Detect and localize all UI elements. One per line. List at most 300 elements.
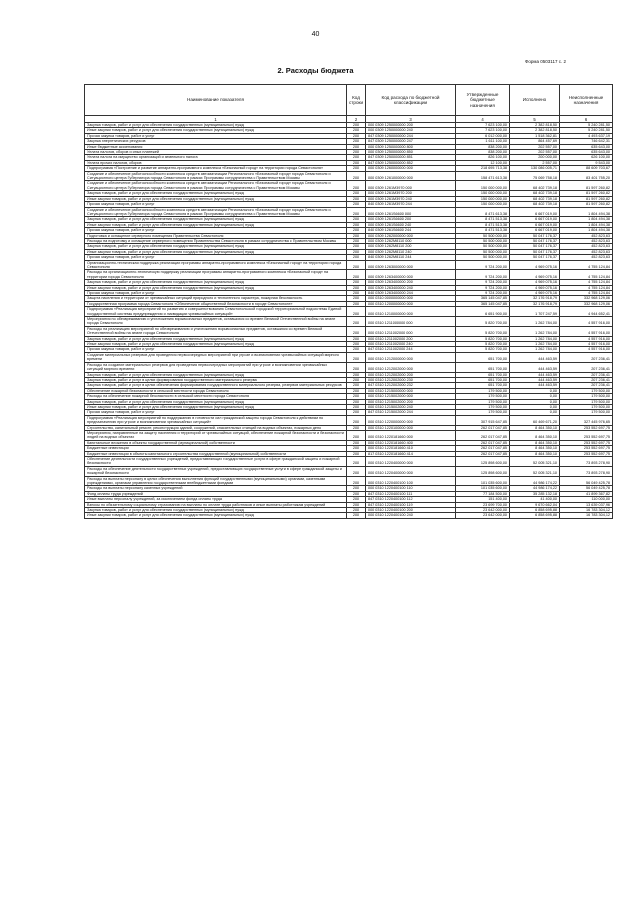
- row-line-code: 200: [347, 446, 366, 451]
- row-unexecuted: 253 552 697,75: [560, 440, 613, 445]
- row-unexecuted: 4 755 124,84: [560, 260, 613, 270]
- row-classification-code: 817 0310 1220181660 414: [366, 451, 456, 456]
- row-executed: 50 047 176,37: [510, 244, 560, 249]
- row-approved: 179 500,00: [456, 399, 510, 404]
- row-executed: 50 047 176,37: [510, 249, 560, 254]
- row-executed: 202 557,00: [510, 144, 560, 149]
- row-unexecuted: 73 893 278,90: [560, 457, 613, 467]
- row-classification-code: 000 0309 1250000000 850: [366, 150, 456, 155]
- row-name: Расходы на выплаты персоналу казенных учреждений: [85, 486, 347, 491]
- table-row: [85, 430, 613, 440]
- row-classification-code: 000 0309 1261М3970 200: [366, 191, 456, 196]
- row-executed: 444 463,59: [510, 372, 560, 377]
- row-approved: 6 651 900,00: [456, 307, 510, 317]
- row-unexecuted: 1 804 494,38: [560, 228, 613, 233]
- row-approved: 838 200,00: [456, 150, 510, 155]
- row-classification-code: 000 0310 1220400100 240: [366, 513, 456, 518]
- row-executed: 50 047 176,37: [510, 255, 560, 260]
- row-executed: 44 986 174,22: [510, 476, 560, 486]
- table-row: [85, 476, 613, 486]
- row-approved: 5 820 700,00: [456, 326, 510, 336]
- row-line-code: 200: [347, 440, 366, 445]
- row-line-code: 200: [347, 280, 366, 285]
- row-executed: 32 176 918,79: [510, 301, 560, 306]
- row-name: Бюджетные инвестиции в объекты капитального строительства государственной (муниципальной) собственности: [85, 451, 347, 456]
- row-approved: 101 035 600,00: [456, 476, 510, 486]
- row-name: Закупка товаров, работ и услуг для обеспечения государственных (муниципальных) нужд: [85, 336, 347, 341]
- row-unexecuted: 41 899 367,82: [560, 491, 613, 496]
- row-executed: 1 262 784,00: [510, 347, 560, 352]
- row-line-code: 200: [347, 181, 366, 191]
- row-executed: 9 670 662,04: [510, 502, 560, 507]
- row-approved: 50 500 000,00: [456, 255, 510, 260]
- table-row: [85, 207, 613, 217]
- row-classification-code: 847 0310 1220400100 119: [366, 502, 456, 507]
- row-line-code: 200: [347, 128, 366, 133]
- row-name: Иные закупки товаров, работ и услуг для обеспечения государственных (муниципальных) нужд: [85, 285, 347, 290]
- row-classification-code: 000 0309 1261S6600 000: [366, 207, 456, 217]
- row-name: Создание и обеспечение работоспособности комплекса средств автоматизации Регионального «Безопасный город» города Севастополя и Ситуационного центра Губернатора города Севастополя в рамках Программы сотрудничества с Правительством Москвы: [85, 207, 347, 217]
- row-executed: 6 667 019,00: [510, 217, 560, 222]
- header-classification-code: Код расхода по бюджетной классификации: [366, 85, 456, 116]
- row-name: Прочая закупка товаров, работ и услуг: [85, 133, 347, 138]
- row-line-code: 200: [347, 430, 366, 440]
- row-line-code: 200: [347, 160, 366, 165]
- row-unexecuted: 81 597 260,82: [560, 202, 613, 207]
- row-line-code: 200: [347, 191, 366, 196]
- row-name: Прочая закупка товаров, работ и услуг: [85, 202, 347, 207]
- row-executed: 35 285 132,18: [510, 491, 560, 496]
- row-name: Закупка товаров, работ и услуг для обеспечения государственных (муниципальных) нужд: [85, 508, 347, 513]
- row-unexecuted: 253 552 697,75: [560, 430, 613, 440]
- row-unexecuted: 1 804 494,38: [560, 207, 613, 217]
- row-executed: 6 667 019,00: [510, 222, 560, 227]
- row-line-code: 200: [347, 196, 366, 201]
- row-unexecuted: 4 755 124,84: [560, 280, 613, 285]
- row-classification-code: 000 0310 1211002000 200: [366, 336, 456, 341]
- row-executed: 0,00: [510, 404, 560, 409]
- row-approved: 150 000 000,00: [456, 191, 510, 196]
- row-approved: 23 642 000,00: [456, 508, 510, 513]
- row-classification-code: 000 0309 1262М8110 000: [366, 238, 456, 243]
- row-line-code: 200: [347, 255, 366, 260]
- row-line-code: 200: [347, 166, 366, 171]
- row-classification-code: 000 0309 1263000000 000: [366, 260, 456, 270]
- row-unexecuted: 207 236,41: [560, 372, 613, 377]
- row-approved: 365 145 047,85: [456, 301, 510, 306]
- header-approved: Утвержденные бюджетные назначения: [456, 85, 510, 116]
- row-executed: 0,00: [510, 388, 560, 393]
- row-unexecuted: 4 493 637,19: [560, 133, 613, 138]
- row-classification-code: 000 0309 1263400000 000: [366, 270, 456, 280]
- row-line-code: 200: [347, 260, 366, 270]
- table-row: [85, 415, 613, 425]
- row-unexecuted: 1 804 494,38: [560, 217, 613, 222]
- table-row: [85, 307, 613, 317]
- row-name: Иные закупки товаров, работ и услуг для обеспечения государственных (муниципальных) нужд: [85, 222, 347, 227]
- table-row: [85, 513, 613, 518]
- row-approved: 179 500,00: [456, 410, 510, 415]
- row-unexecuted: 81 597 260,82: [560, 181, 613, 191]
- row-classification-code: 000 0310 1220181660 410: [366, 446, 456, 451]
- row-executed: 4 969 075,16: [510, 280, 560, 285]
- row-classification-code: 000 0309 1262000000 000: [366, 233, 456, 238]
- row-classification-code: 000 0310 1211002000 240: [366, 342, 456, 347]
- row-approved: 77 184 500,00: [456, 491, 510, 496]
- row-line-code: 200: [347, 285, 366, 290]
- column-number: 1: [85, 116, 347, 123]
- row-name: Иные закупки товаров, работ и услуг для обеспечения государственных (муниципальных) нужд: [85, 249, 347, 254]
- row-approved: 262 017 047,85: [456, 425, 510, 430]
- table-row: [85, 270, 613, 280]
- row-classification-code: 000 0309 1263400000 200: [366, 280, 456, 285]
- row-approved: 6 012 000,00: [456, 133, 510, 138]
- row-name: Уплата прочих налогов, сборов: [85, 160, 347, 165]
- row-classification-code: 000 0309 1261М3970 000: [366, 181, 456, 191]
- row-unexecuted: 4 557 916,00: [560, 336, 613, 341]
- row-approved: 262 017 047,85: [456, 451, 510, 456]
- row-approved: 651 700,00: [456, 372, 510, 377]
- row-executed: 1 262 784,00: [510, 317, 560, 327]
- row-approved: 262 017 047,85: [456, 440, 510, 445]
- row-unexecuted: 207 236,41: [560, 362, 613, 372]
- row-classification-code: 000 0309 1260000000 000: [366, 166, 456, 171]
- row-unexecuted: 207 236,41: [560, 352, 613, 362]
- row-approved: 9 724 200,00: [456, 280, 510, 285]
- row-approved: 9 724 200,00: [456, 291, 510, 296]
- row-unexecuted: 179 500,00: [560, 404, 613, 409]
- row-approved: 9 724 200,00: [456, 285, 510, 290]
- row-approved: 8 471 513,38: [456, 228, 510, 233]
- row-executed: 444 463,59: [510, 362, 560, 372]
- row-classification-code: 000 0310 1210000000 000: [366, 307, 456, 317]
- row-executed: 2 382 818,50: [510, 128, 560, 133]
- row-approved: 50 500 000,00: [456, 244, 510, 249]
- row-line-code: 200: [347, 249, 366, 254]
- row-line-code: 200: [347, 508, 366, 513]
- row-name: Уплата налога на имущество организаций и земельного налога: [85, 155, 347, 160]
- row-executed: 6 858 695,88: [510, 513, 560, 518]
- row-classification-code: 840 0309 1261S6600 244: [366, 228, 456, 233]
- row-line-code: 200: [347, 207, 366, 217]
- row-executed: 1 518 362,81: [510, 133, 560, 138]
- row-classification-code: 847 0309 1250000000 851: [366, 155, 456, 160]
- row-classification-code: 000 0310 1220400000 000: [366, 457, 456, 467]
- row-name: Иные бюджетные ассигнования: [85, 144, 347, 149]
- row-unexecuted: 16 783 304,12: [560, 513, 613, 518]
- table-body: [85, 123, 613, 519]
- row-name: Расходы на обеспечение деятельности государственных учреждений, предоставляющих государственные услуги в сфере гражданской защиты и пожарной безопасности: [85, 466, 347, 476]
- row-executed: 4 969 075,16: [510, 291, 560, 296]
- row-name: Бюджетные инвестиции: [85, 446, 347, 451]
- page-number: 40: [311, 31, 320, 38]
- row-approved: 218 695 713,38: [456, 166, 510, 171]
- row-name: Закупка товаров, работ и услуг для обеспечения государственных (муниципальных) нужд: [85, 280, 347, 285]
- row-executed: 4 969 075,16: [510, 285, 560, 290]
- row-line-code: 200: [347, 270, 366, 280]
- row-executed: 8 464 350,10: [510, 425, 560, 430]
- row-executed: 8 464 350,10: [510, 440, 560, 445]
- row-line-code: 200: [347, 399, 366, 404]
- row-approved: 50 500 000,00: [456, 238, 510, 243]
- row-line-code: 200: [347, 404, 366, 409]
- row-approved: 179 500,00: [456, 394, 510, 399]
- table-row: [85, 171, 613, 181]
- row-approved: 12 100,00: [456, 160, 510, 165]
- row-line-code: 200: [347, 123, 366, 128]
- form-reference: Форма 0503117 с. 2: [525, 59, 566, 64]
- row-name: Прочая закупка товаров, работ и услуг: [85, 291, 347, 296]
- row-unexecuted: 452 823,63: [560, 238, 613, 243]
- row-line-code: 200: [347, 222, 366, 227]
- row-unexecuted: 207 236,41: [560, 377, 613, 382]
- row-classification-code: 847 0309 1250000000 244: [366, 133, 456, 138]
- table-row: [85, 466, 613, 476]
- row-name: Закупка товаров, работ и услуг для обеспечения государственных (муниципальных) нужд: [85, 372, 347, 377]
- row-executed: 0,00: [510, 394, 560, 399]
- row-unexecuted: 332 968 129,06: [560, 296, 613, 301]
- row-executed: 52 005 321,10: [510, 457, 560, 467]
- row-executed: 60 469 671,20: [510, 415, 560, 425]
- row-executed: 1 262 784,00: [510, 336, 560, 341]
- row-name: Закупка товаров, работ и услуг в целях обеспечения формирования государственного материального резерва, резервов материальных ресурсов: [85, 383, 347, 388]
- row-unexecuted: 332 968 129,06: [560, 301, 613, 306]
- row-name: Прочая закупка товаров, работ и услуг: [85, 228, 347, 233]
- row-unexecuted: 4 557 916,00: [560, 317, 613, 327]
- column-number: 6: [560, 116, 613, 123]
- row-approved: 50 500 000,00: [456, 233, 510, 238]
- row-approved: 365 145 047,85: [456, 296, 510, 301]
- table-row: [85, 317, 613, 327]
- row-approved: 5 820 700,00: [456, 347, 510, 352]
- column-numbers-row: [85, 116, 613, 123]
- row-executed: 6 667 019,00: [510, 228, 560, 233]
- row-executed: 864 457,69: [510, 139, 560, 144]
- row-classification-code: 000 0310 1211002000 000: [366, 326, 456, 336]
- row-classification-code: 847 0310 1212002000 232: [366, 383, 456, 388]
- row-classification-code: 000 0309 1261М3970 240: [366, 196, 456, 201]
- row-classification-code: 000 0310 1215002000 000: [366, 394, 456, 399]
- row-line-code: 200: [347, 362, 366, 372]
- row-executed: 2 557,00: [510, 160, 560, 165]
- column-number: 4: [456, 116, 510, 123]
- row-executed: 68 402 739,18: [510, 202, 560, 207]
- row-name: Расходы на реализацию мероприятий по обезвреживанию и уничтожению взрывоопасных предметов, оставшихся со времен Великой Отечественной войны на земле города Севастополя: [85, 326, 347, 336]
- row-unexecuted: 4 557 916,00: [560, 326, 613, 336]
- row-unexecuted: 5 240 281,50: [560, 123, 613, 128]
- row-name: Закупка товаров, работ и услуг в целях формирования государственного материального резерва: [85, 377, 347, 382]
- row-approved: 150 000 000,00: [456, 181, 510, 191]
- row-line-code: 200: [347, 233, 366, 238]
- row-name: Иные закупки товаров, работ и услуг для обеспечения государственных (муниципальных) нужд: [85, 404, 347, 409]
- table-row: [85, 181, 613, 191]
- row-approved: 151 400,00: [456, 497, 510, 502]
- row-approved: 158 471 613,38: [456, 171, 510, 181]
- row-classification-code: 000 0309 1250000000 240: [366, 128, 456, 133]
- row-classification-code: 000 0310 1220000000 000: [366, 415, 456, 425]
- row-approved: 150 000 000,00: [456, 202, 510, 207]
- row-name: Расходы на организационно-техническую поддержку реализации программы аппаратно-программного комплекса «Безопасный город» на территории города Севастополя: [85, 270, 347, 280]
- table-row: [85, 457, 613, 467]
- row-name: Создание и обеспечение работоспособности комплекса средств автоматизации Регионального «Безопасный город» города Севастополя и Ситуационного центра Губернатора города Севастополя в рамках Программы сотрудничества с Правительством Москвы: [85, 171, 347, 181]
- row-classification-code: 000 0309 1261S6600 200: [366, 217, 456, 222]
- row-line-code: 200: [347, 497, 366, 502]
- row-line-code: 200: [347, 425, 366, 430]
- column-number: 3: [366, 116, 456, 123]
- row-line-code: 200: [347, 144, 366, 149]
- row-classification-code: 000 0310 1215000000 000: [366, 388, 456, 393]
- row-name: Защита населения и территории от чрезвычайных ситуаций природного и техногенного характера, пожарная безопасность: [85, 296, 347, 301]
- row-approved: 179 500,00: [456, 388, 510, 393]
- row-approved: 50 500 000,00: [456, 249, 510, 254]
- row-executed: 1 262 784,00: [510, 342, 560, 347]
- row-approved: 7 623 100,00: [456, 123, 510, 128]
- row-unexecuted: 56 049 425,78: [560, 476, 613, 486]
- row-unexecuted: 88 609 703,67: [560, 166, 613, 171]
- row-line-code: 200: [347, 394, 366, 399]
- row-name: Закупка товаров, работ и услуг для обеспечения государственных (муниципальных) нужд: [85, 217, 347, 222]
- row-name: Фонд оплаты труда учреждений: [85, 491, 347, 496]
- row-unexecuted: 452 823,63: [560, 244, 613, 249]
- row-line-code: 200: [347, 352, 366, 362]
- row-approved: 23 699 700,00: [456, 502, 510, 507]
- row-unexecuted: 179 500,00: [560, 410, 613, 415]
- row-line-code: 200: [347, 139, 366, 144]
- row-line-code: 200: [347, 326, 366, 336]
- row-classification-code: 000 0309 1263400000 240: [366, 285, 456, 290]
- row-approved: 838 200,00: [456, 144, 510, 149]
- table-row: [85, 260, 613, 270]
- row-name: Подпрограмма «Реализация мероприятий по поддержанию в готовности сил гражданской защиты города Севастополя к действиям по предназначению при угрозе и возникновении чрезвычайных ситуаций»: [85, 415, 347, 425]
- row-executed: 41 400,00: [510, 497, 560, 502]
- row-executed: 6 858 695,88: [510, 508, 560, 513]
- row-approved: 125 898 600,00: [456, 457, 510, 467]
- row-classification-code: 847 0309 1250000000 852: [366, 160, 456, 165]
- row-executed: 200 000,00: [510, 155, 560, 160]
- row-line-code: 200: [347, 372, 366, 377]
- row-unexecuted: 83 401 755,20: [560, 171, 613, 181]
- row-name: Взносы по обязательному социальному страхованию на выплаты по оплате труда работников и иные выплаты работникам учреждений: [85, 502, 347, 507]
- row-name: Расходы на подготовку и оснащение серверного помещения Правительства Севастополя в рамках сотрудничества с Правительством Москвы: [85, 238, 347, 243]
- row-line-code: 200: [347, 238, 366, 243]
- row-line-code: 200: [347, 301, 366, 306]
- row-classification-code: 000 0310 1200000000 000: [366, 301, 456, 306]
- row-name: Расходы на создание материальных резервов для проведения первоочередных мероприятий при угрозе и возникновении чрезвычайных ситуаций мирного времени: [85, 362, 347, 372]
- row-name: Подпрограмма «Реализация мероприятий по развитию и совершенствованию Севастопольской городской территориальной подсистемы Единой государственной системы предупреждения и ликвидации чрезвычайных ситуаций»: [85, 307, 347, 317]
- row-line-code: 200: [347, 513, 366, 518]
- row-name: Подпрограмма «Построение и развитие аппаратно-программного комплекса «Безопасный город» на территории города Севастополя»: [85, 166, 347, 171]
- row-unexecuted: 81 597 260,82: [560, 191, 613, 196]
- table-row: [85, 352, 613, 362]
- row-classification-code: 000 0310 1212002000 230: [366, 377, 456, 382]
- row-classification-code: 847 0310 1220400100 112: [366, 497, 456, 502]
- row-name: Обеспечение деятельности государственных учреждений, предоставляющих государственные услуги в сфере гражданской защиты и пожарной безопасности: [85, 457, 347, 467]
- row-executed: 444 463,59: [510, 383, 560, 388]
- row-executed: 68 402 739,18: [510, 181, 560, 191]
- row-classification-code: 847 0309 1250000000 247: [366, 139, 456, 144]
- row-approved: 651 700,00: [456, 352, 510, 362]
- row-name: Создание материальных резервов для проведения первоочередных мероприятий при угрозе и возникновении чрезвычайных ситуаций мирного времени: [85, 352, 347, 362]
- row-classification-code: 000 0310 1220181660 000: [366, 430, 456, 440]
- row-name: Прочая закупка товаров, работ и услуг: [85, 410, 347, 415]
- row-executed: 0,00: [510, 399, 560, 404]
- row-executed: 444 463,59: [510, 377, 560, 382]
- row-classification-code: 000 0309 1262М8110 200: [366, 244, 456, 249]
- row-classification-code: 000 0310 1220400100 110: [366, 486, 456, 491]
- row-name: Прочая закупка товаров, работ и услуг: [85, 347, 347, 352]
- row-line-code: 200: [347, 388, 366, 393]
- row-classification-code: 000 0309 1261S6600 240: [366, 222, 456, 227]
- row-line-code: 200: [347, 342, 366, 347]
- row-executed: 1 262 784,00: [510, 326, 560, 336]
- row-classification-code: 000 0310 1220400100 100: [366, 476, 456, 486]
- row-classification-code: 000 0310 1212000000 000: [366, 352, 456, 362]
- row-line-code: 200: [347, 491, 366, 496]
- row-name: Государственная программа города Севастополя «Обеспечение общественной безопасности в городе Севастополе»: [85, 301, 347, 306]
- row-executed: 0,00: [510, 410, 560, 415]
- row-line-code: 200: [347, 415, 366, 425]
- row-line-code: 200: [347, 133, 366, 138]
- row-line-code: 200: [347, 410, 366, 415]
- row-classification-code: 840 0309 1262М8110 244: [366, 255, 456, 260]
- row-line-code: 200: [347, 383, 366, 388]
- row-name: Капитальные вложения в объекты государственной (муниципальной) собственности: [85, 440, 347, 445]
- row-approved: 651 700,00: [456, 377, 510, 382]
- row-line-code: 200: [347, 457, 366, 467]
- row-classification-code: 000 0310 1212002000 000: [366, 362, 456, 372]
- row-classification-code: 840 0309 1263400000 244: [366, 291, 456, 296]
- row-line-code: 200: [347, 244, 366, 249]
- row-name: Расходы на обеспечение пожарной безопасности в сельской местности города Севастополя: [85, 394, 347, 399]
- row-approved: 307 915 647,85: [456, 415, 510, 425]
- row-approved: 101 035 600,00: [456, 486, 510, 491]
- row-approved: 826 100,00: [456, 155, 510, 160]
- row-approved: 262 017 047,85: [456, 446, 510, 451]
- header-unexecuted: Неисполненные назначения: [560, 85, 613, 116]
- row-classification-code: 000 0310 1220181660 400: [366, 440, 456, 445]
- row-approved: 5 820 700,00: [456, 342, 510, 347]
- row-approved: 5 820 700,00: [456, 317, 510, 327]
- row-executed: 8 464 350,10: [510, 446, 560, 451]
- row-classification-code: 000 0310 1220400100 200: [366, 508, 456, 513]
- row-unexecuted: 4 755 124,84: [560, 270, 613, 280]
- row-classification-code: 847 0310 1215002000 244: [366, 410, 456, 415]
- row-classification-code: 000 0309 1262М8110 240: [366, 249, 456, 254]
- row-line-code: 200: [347, 217, 366, 222]
- header-line-code: Код строки: [347, 85, 366, 116]
- row-executed: 444 463,59: [510, 352, 560, 362]
- row-name: Закупка товаров, работ и услуг для обеспечения государственных (муниципальных) нужд: [85, 123, 347, 128]
- row-approved: 1 611 100,00: [456, 139, 510, 144]
- row-line-code: 200: [347, 377, 366, 382]
- row-name: Иные закупки товаров, работ и услуг для обеспечения государственных (муниципальных) нужд: [85, 196, 347, 201]
- expenses-table: [84, 84, 613, 519]
- row-executed: 52 005 321,10: [510, 466, 560, 476]
- header-indicator-name: Наименование показателя: [85, 85, 347, 116]
- row-unexecuted: 179 500,00: [560, 388, 613, 393]
- row-unexecuted: 4 755 124,84: [560, 291, 613, 296]
- row-unexecuted: 5 240 281,50: [560, 128, 613, 133]
- row-approved: 7 623 100,00: [456, 128, 510, 133]
- row-classification-code: 000 0310 1212002000 200: [366, 372, 456, 377]
- row-unexecuted: 635 643,00: [560, 150, 613, 155]
- row-line-code: 200: [347, 296, 366, 301]
- column-number: 5: [510, 116, 560, 123]
- row-approved: 651 700,00: [456, 383, 510, 388]
- row-line-code: 200: [347, 486, 366, 491]
- row-executed: 44 986 174,22: [510, 486, 560, 491]
- row-classification-code: 000 0310 1220100000 000: [366, 425, 456, 430]
